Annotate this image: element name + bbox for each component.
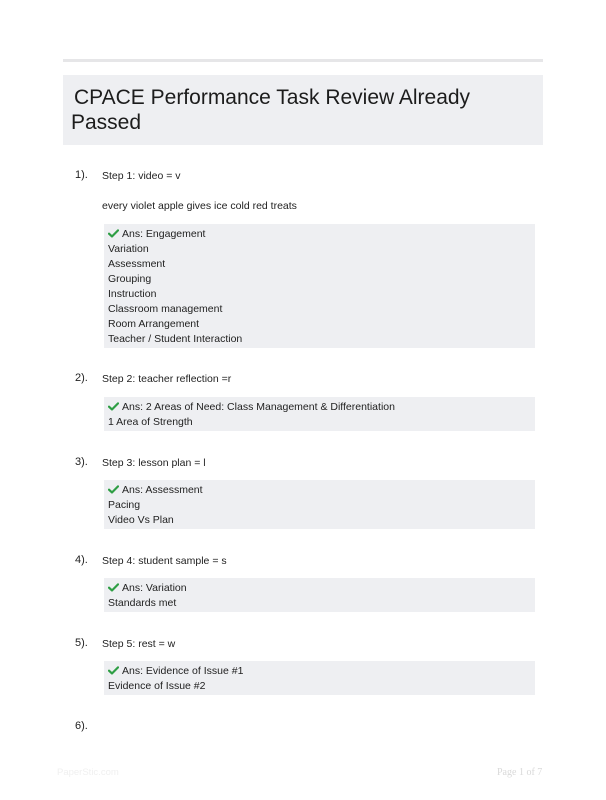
answer-line-main bbox=[108, 581, 531, 596]
top-divider bbox=[63, 59, 543, 62]
answer-box bbox=[104, 480, 535, 529]
question-text: Step 2: teacher reflection =r bbox=[102, 373, 232, 385]
answer-box bbox=[104, 661, 535, 695]
question-text: Step 4: student sample = s bbox=[102, 555, 227, 567]
page-title: CPACE Performance Task Review Already Passed bbox=[71, 86, 471, 134]
answer-line: Video Vs Plan bbox=[108, 514, 174, 526]
answer-box bbox=[104, 578, 535, 612]
question-text: Step 1: video = v bbox=[102, 170, 181, 182]
answer-line: Assessment bbox=[108, 258, 166, 270]
check-icon bbox=[108, 402, 119, 411]
answer-line: Variation bbox=[108, 243, 149, 255]
answer-line-main bbox=[108, 227, 531, 242]
question-number: 3). bbox=[75, 456, 88, 468]
answer-text: Ans: Variation bbox=[122, 582, 187, 594]
answer-line-main bbox=[108, 664, 531, 679]
answer-line: Grouping bbox=[108, 273, 152, 285]
answer-text: Ans: Evidence of Issue #1 bbox=[122, 665, 244, 677]
answer-line: Evidence of Issue #2 bbox=[108, 680, 206, 692]
answer-line: Standards met bbox=[108, 597, 177, 609]
answer-line: Pacing bbox=[108, 499, 141, 511]
question-number: 1). bbox=[75, 169, 88, 181]
answer-line: Teacher / Student Interaction bbox=[108, 333, 243, 345]
answer-line: Instruction bbox=[108, 288, 157, 300]
answer-line-main bbox=[108, 400, 531, 415]
check-icon bbox=[108, 666, 119, 675]
question-text: Step 3: lesson plan = l bbox=[102, 457, 206, 469]
page-indicator: Page 1 of 7 bbox=[497, 767, 543, 778]
answer-text: Ans: Engagement bbox=[122, 228, 206, 240]
answer-line: 1 Area of Strength bbox=[108, 416, 193, 428]
question-number: 2). bbox=[75, 372, 88, 384]
question-number: 5). bbox=[75, 637, 88, 649]
answer-line: Room Arrangement bbox=[108, 318, 200, 330]
check-icon bbox=[108, 229, 119, 238]
answer-box bbox=[104, 397, 535, 431]
title-banner bbox=[63, 75, 543, 145]
check-icon bbox=[108, 583, 119, 592]
answer-text: Ans: 2 Areas of Need: Class Management & Differentiation bbox=[122, 401, 395, 413]
answer-box bbox=[104, 224, 535, 348]
answer-line-main bbox=[108, 483, 531, 498]
footer-watermark: PaperStic.com bbox=[57, 767, 119, 778]
question-subtext: every violet apple gives ice cold red treats bbox=[102, 200, 297, 212]
question-text: Step 5: rest = w bbox=[102, 638, 176, 650]
check-icon bbox=[108, 485, 119, 494]
question-number: 4). bbox=[75, 554, 88, 566]
answer-line: Classroom management bbox=[108, 303, 223, 315]
answer-text: Ans: Assessment bbox=[122, 484, 203, 496]
question-number: 6). bbox=[75, 720, 88, 732]
